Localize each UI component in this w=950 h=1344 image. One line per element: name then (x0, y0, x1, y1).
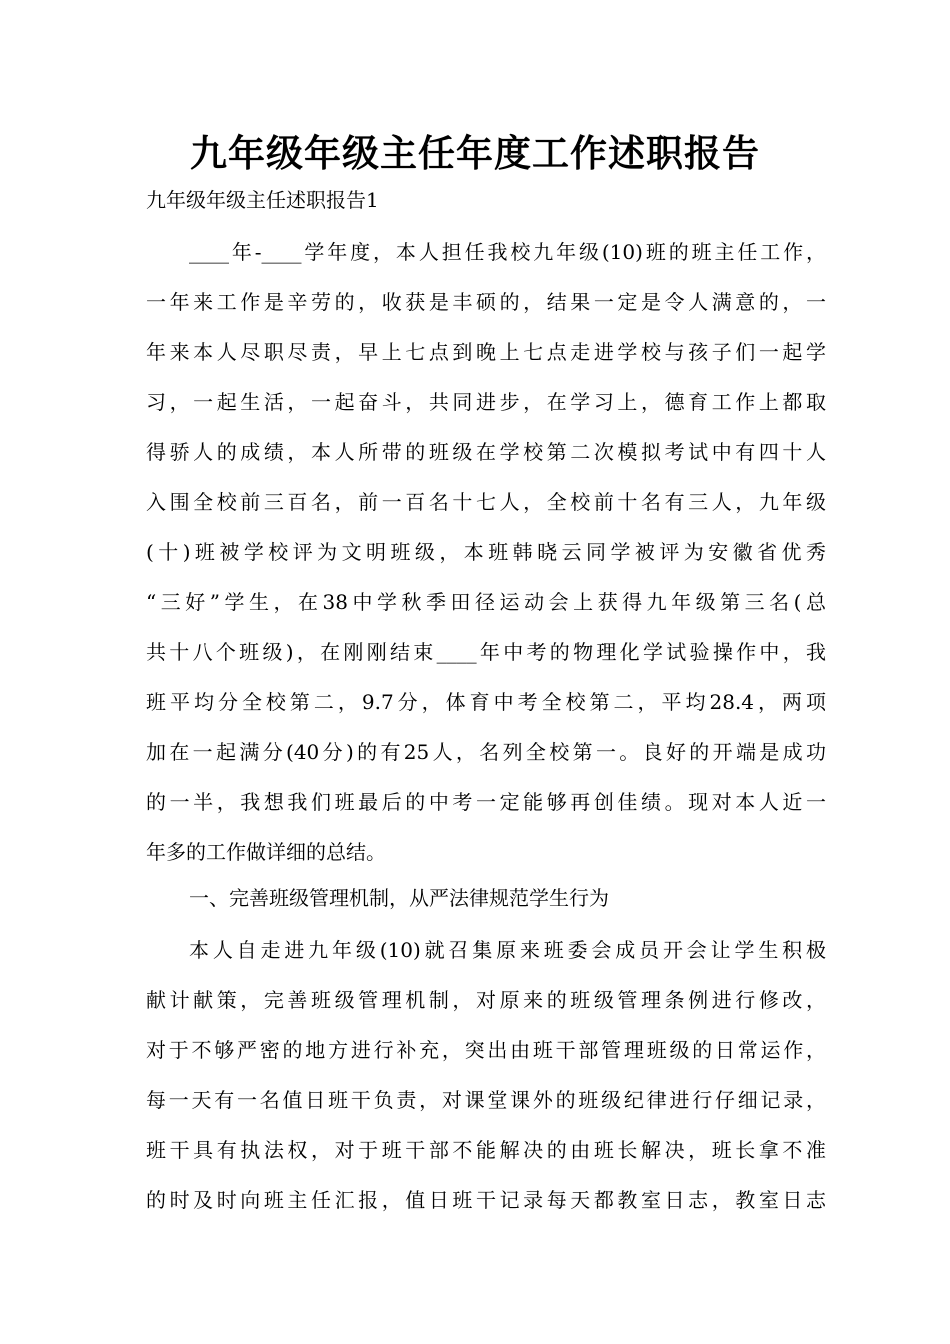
paragraph-line: 年多的工作做详细的总结。 (146, 840, 386, 864)
paragraph-line: (十)班被学校评为文明班级，本班韩晓云同学被评为安徽省优秀 (146, 540, 826, 564)
paragraph-line: 班干具有执法权，对于班干部不能解决的由班长解决，班长拿不准 (146, 1138, 826, 1162)
document-title: 九年级年级主任年度工作述职报告 (190, 131, 760, 175)
paragraph-line: ____年-____学年度，本人担任我校九年级(10)班的班主任工作， (189, 240, 826, 264)
paragraph-line: 的时及时向班主任汇报，值日班干记录每天都教室日志，教室日志 (146, 1188, 826, 1212)
paragraph-line: “三好”学生，在38中学秋季田径运动会上获得九年级第三名(总 (146, 590, 826, 614)
paragraph-line: 的一半，我想我们班最后的中考一定能够再创佳绩。现对本人近一 (146, 790, 826, 814)
paragraph-line: 加在一起满分(40分)的有25人，名列全校第一。良好的开端是成功 (146, 740, 826, 764)
paragraph-line: 得骄人的成绩，本人所带的班级在学校第二次模拟考试中有四十人 (146, 440, 826, 464)
paragraph-line: 班平均分全校第二，9.7分，体育中考全校第二，平均28.4，两项 (146, 690, 826, 714)
paragraph-line: 共十八个班级)，在刚刚结束____年中考的物理化学试验操作中，我 (146, 640, 826, 664)
document-subtitle: 九年级年级主任述职报告1 (146, 188, 379, 212)
paragraph-line: 本人自走进九年级(10)就召集原来班委会成员开会让学生积极 (189, 938, 826, 962)
paragraph-line: 习，一起生活，一起奋斗，共同进步，在学习上，德育工作上都取 (146, 390, 826, 414)
paragraph-line: 献计献策，完善班级管理机制，对原来的班级管理条例进行修改， (146, 988, 826, 1012)
section-heading: 一、完善班级管理机制，从严法律规范学生行为 (189, 886, 609, 910)
paragraph-line: 每一天有一名值日班干负责，对课堂课外的班级纪律进行仔细记录， (146, 1088, 826, 1112)
paragraph-line: 入围全校前三百名，前一百名十七人，全校前十名有三人，九年级 (146, 490, 826, 514)
paragraph-line: 年来本人尽职尽责，早上七点到晚上七点走进学校与孩子们一起学 (146, 340, 826, 364)
paragraph-line: 对于不够严密的地方进行补充，突出由班干部管理班级的日常运作， (146, 1038, 826, 1062)
paragraph-line: 一年来工作是辛劳的，收获是丰硕的，结果一定是令人满意的，一 (146, 290, 826, 314)
